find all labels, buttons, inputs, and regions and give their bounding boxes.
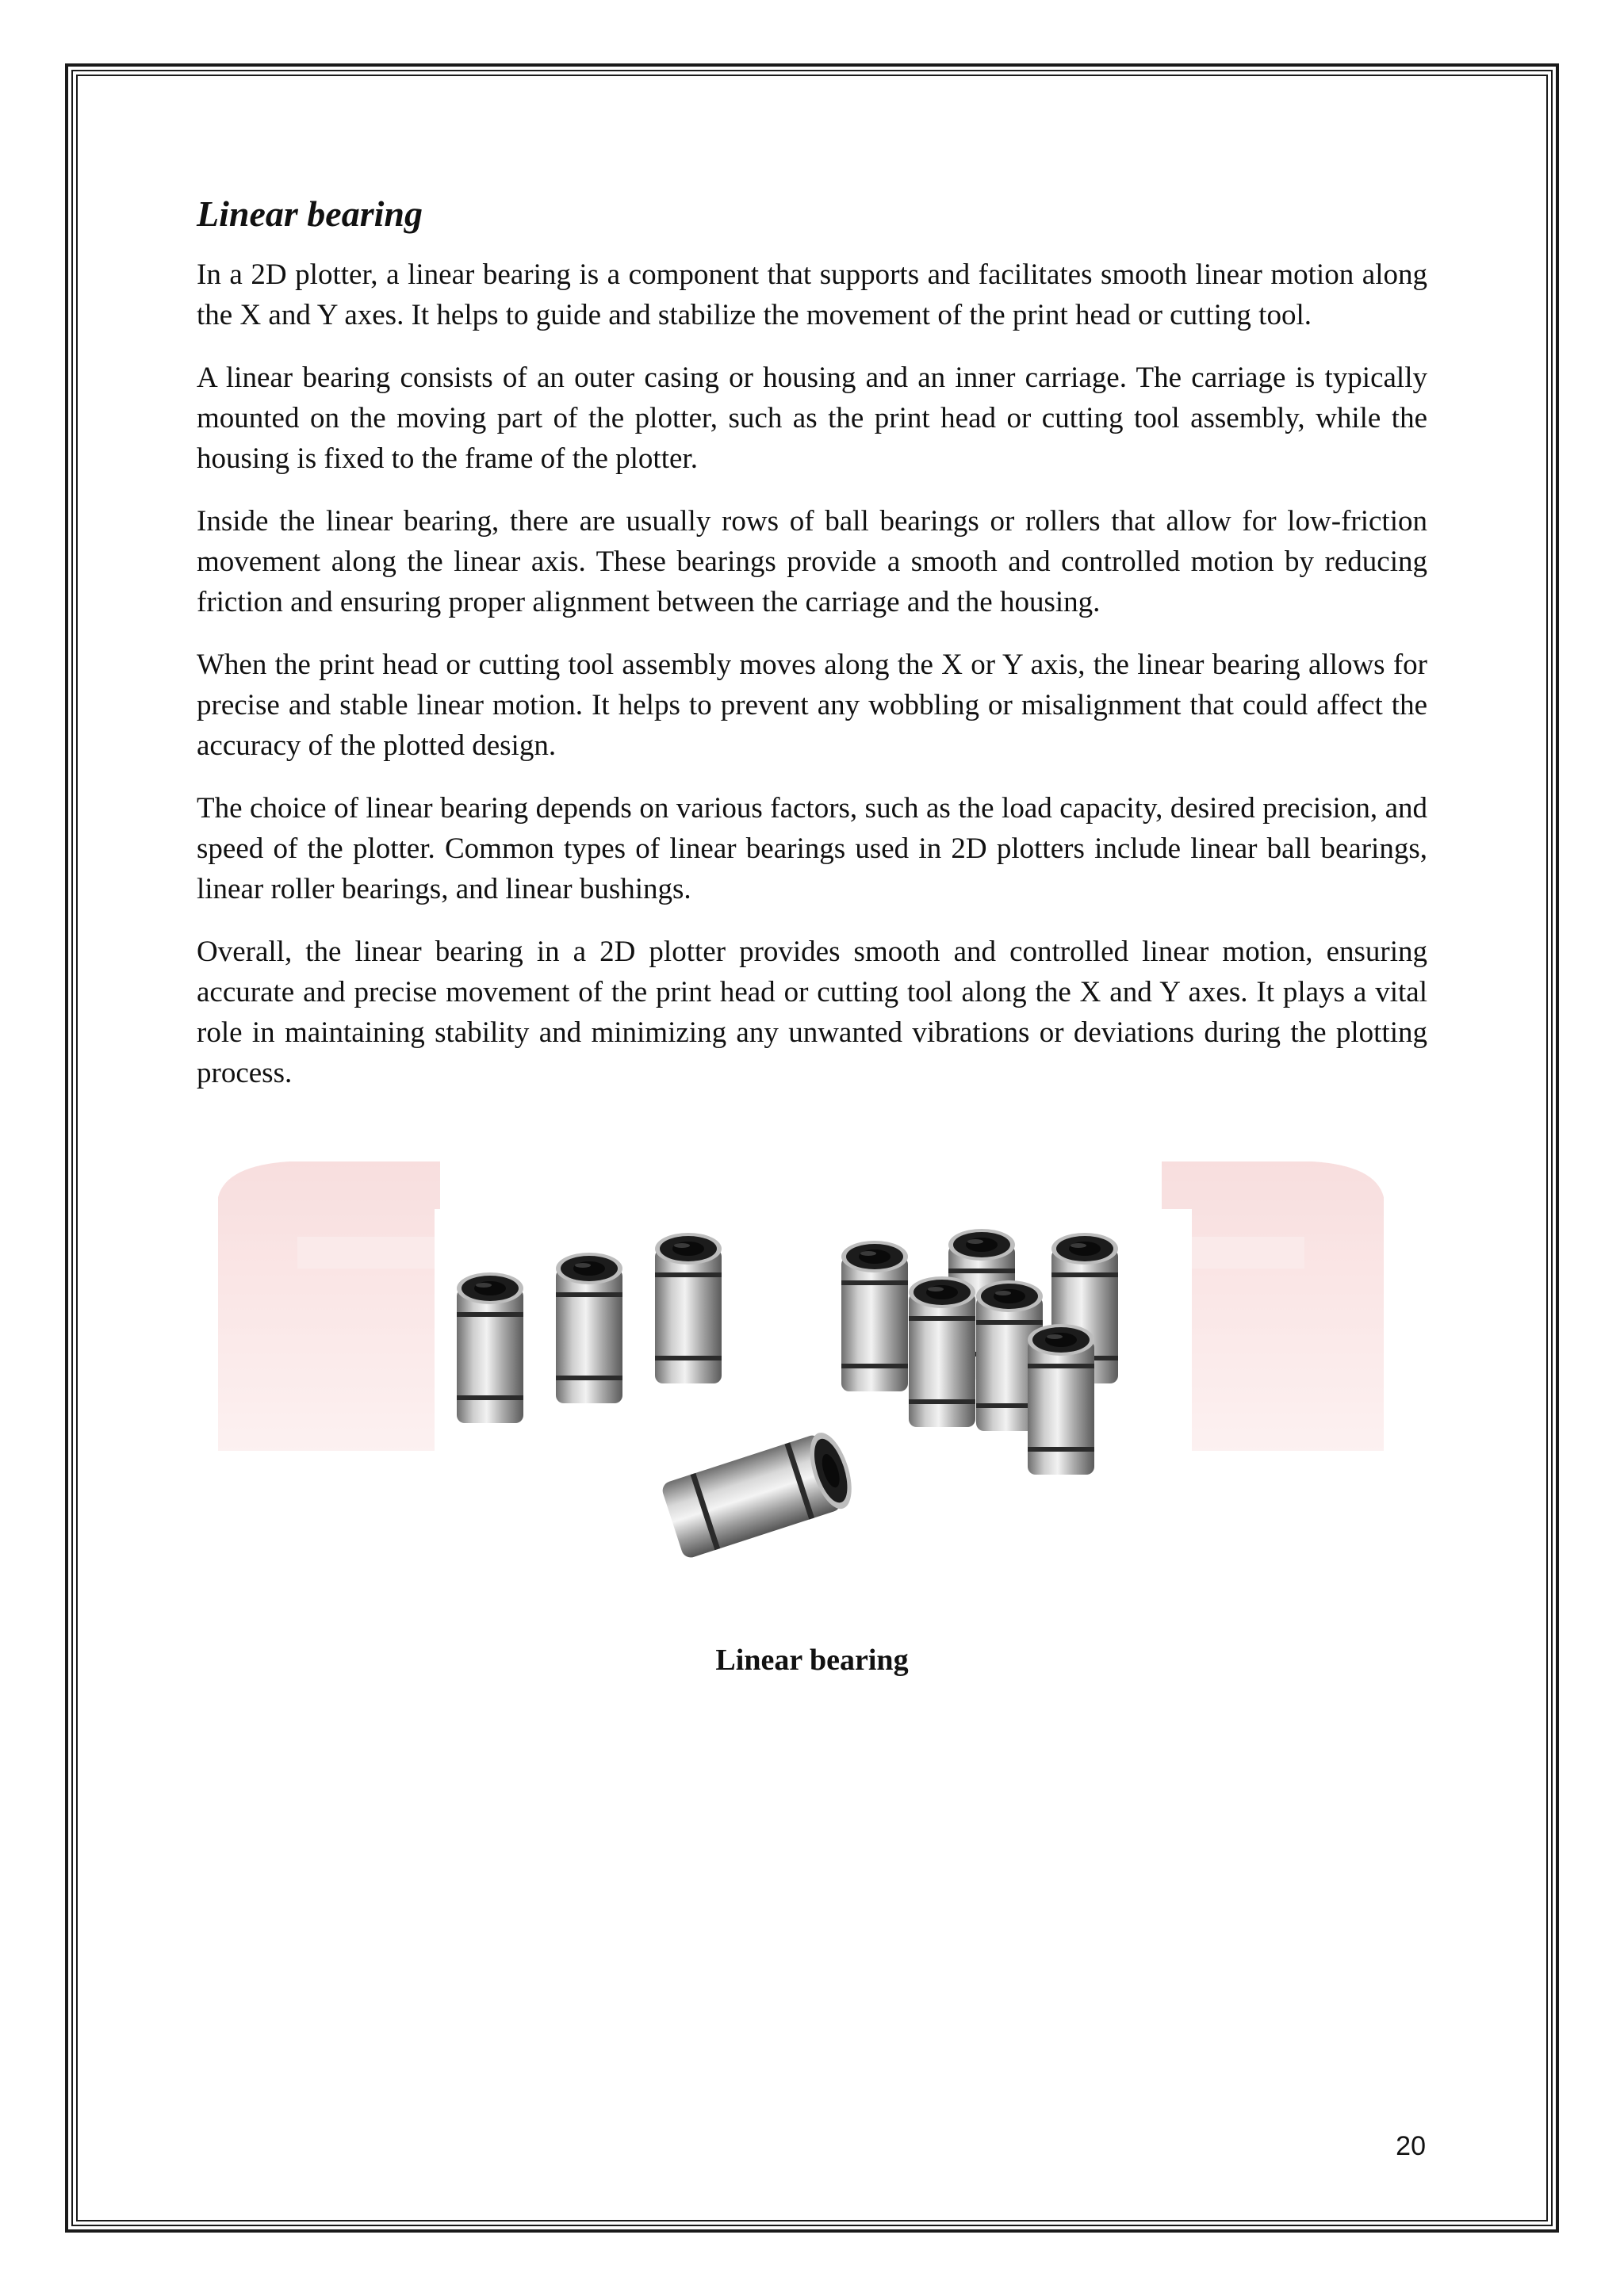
linear-bearing-photo (435, 1209, 1192, 1621)
page-number: 20 (1396, 2131, 1426, 2161)
document-body (197, 192, 1427, 1115)
paragraph-5: The choice of linear bearing depends on various factors, such as the load capacity, desired precision, and speed of the plotter. Common types of linear bearings used in 2D plotters include linear ball bearings, linear roller bearings, and linear bushings. (197, 792, 1427, 906)
paragraph-6: Overall, the linear bearing in a 2D plotter provides smooth and controlled linear motion, ensuring accurate and precise movement of the print head or cutting tool along the X and Y axes. It plays a vital role in maintaining stability and minimizing any unwanted vibrations or deviations during the plotting process. (197, 936, 1427, 1090)
paragraph-3: Inside the linear bearing, there are usually rows of ball bearings or rollers that allow for low-friction movement along the linear axis. These bearings provide a smooth and controlled motion by reducing friction and ensuring proper alignment between the carriage and the housing. (197, 505, 1427, 619)
paragraph-1: In a 2D plotter, a linear bearing is a component that supports and facilitates smooth linear motion along the X and Y axes. It helps to guide and stabilize the movement of the print head or cutting tool. (197, 258, 1427, 332)
figure-caption: Linear bearing (715, 1644, 909, 1677)
paragraph-4: When the print head or cutting tool assembly moves along the X or Y axis, the linear bearing allows for precise and stable linear motion. It helps to prevent any wobbling or misalignment that could affect the accuracy of the plotted design. (197, 649, 1427, 763)
section-heading: Linear bearing (197, 193, 423, 234)
paragraph-2: A linear bearing consists of an outer casing or housing and an inner carriage. The carriage is typically mounted on the moving part of the plotter, such as the print head or cutting tool assembly, while the housing is fixed to the frame of the plotter. (197, 362, 1427, 476)
